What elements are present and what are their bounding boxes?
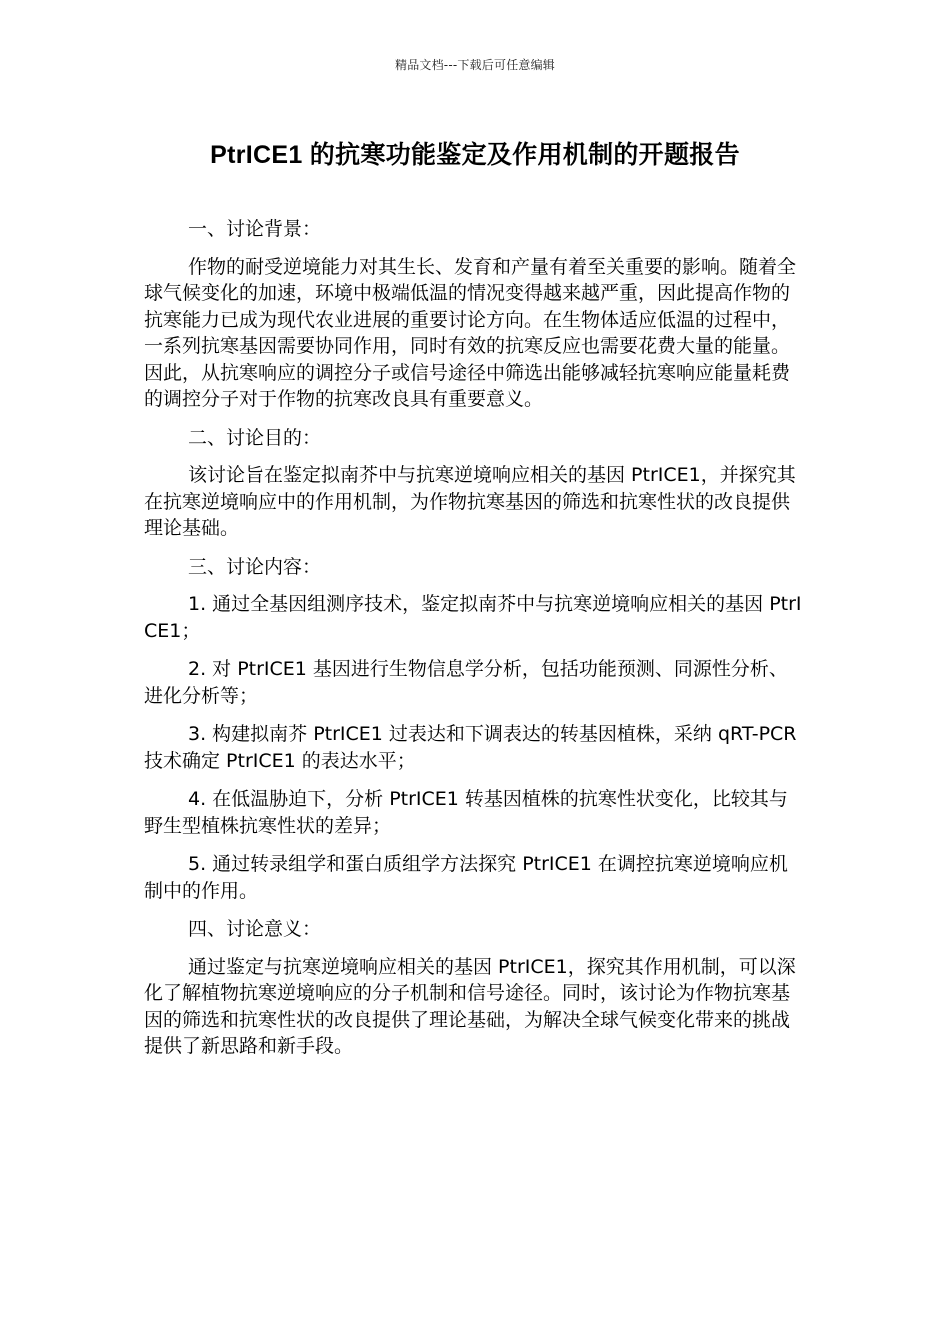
section-heading-content: 三、讨论内容： [188, 555, 322, 578]
document-title: PtrICE1 的抗寒功能鉴定及作用机制的开题报告 [210, 141, 740, 169]
section-heading-significance: 四、讨论意义： [188, 918, 322, 940]
header-note: 精品文档---下载后可任意编辑 [395, 58, 555, 72]
content-item-4: 4. 在低温胁迫下，分析 PtrICE1 转基因植株的抗寒性状变化，比较其与野生型植株抗寒性状的差异； [144, 788, 788, 837]
content-item-1: 1. 通过全基因组测序技术，鉴定拟南芥中与抗寒逆境响应相关的基因 PtrICE1； [144, 593, 802, 642]
paragraph-significance: 通过鉴定与抗寒逆境响应相关的基因 PtrICE1，探究其作用机制，可以深化了解植物抗寒逆境响应的分子机制和信号途径。同时，该讨论为作物抗寒基因的筛选和抗寒性状的改良提供了理论基础，为解决全球气候变化带来的挑战提供了新思路和新手段。 [144, 955, 796, 1057]
content-item-3: 3. 构建拟南芥 PtrICE1 过表达和下调表达的转基因植株，采纳 qRT-PCR 技术确定 PtrICE1 的表达水平； [144, 723, 797, 772]
content-item-5: 5. 通过转录组学和蛋白质组学方法探究 PtrICE1 在调控抗寒逆境响应机制中的作用。 [144, 853, 788, 902]
document-body [144, 216, 804, 1072]
content-item-2: 2. 对 PtrICE1 基因进行生物信息学分析，包括功能预测、同源性分析、进化分析等； [144, 658, 788, 707]
paragraph-background: 作物的耐受逆境能力对其生长、发育和产量有着至关重要的影响。随着全球气候变化的加速，环境中极端低温的情况变得越来越严重，因此提高作物的抗寒能力已成为现代农业进展的重要讨论方向。在生物体适应低温的过程中，一系列抗寒基因需要协同作用，同时有效的抗寒反应也需要花费大量的能量。因此，从抗寒响应的调控分子或信号途径中筛选出能够减轻抗寒响应能量耗费的调控分子对于作物的抗寒改良具有重要意义。 [144, 255, 797, 410]
section-heading-purpose: 二、讨论目的： [188, 426, 322, 449]
paragraph-purpose: 该讨论旨在鉴定拟南芥中与抗寒逆境响应相关的基因 PtrICE1，并探究其在抗寒逆境响应中的作用机制，为作物抗寒基因的筛选和抗寒性状的改良提供理论基础。 [144, 464, 796, 539]
section-heading-background: 一、讨论背景： [188, 218, 322, 240]
